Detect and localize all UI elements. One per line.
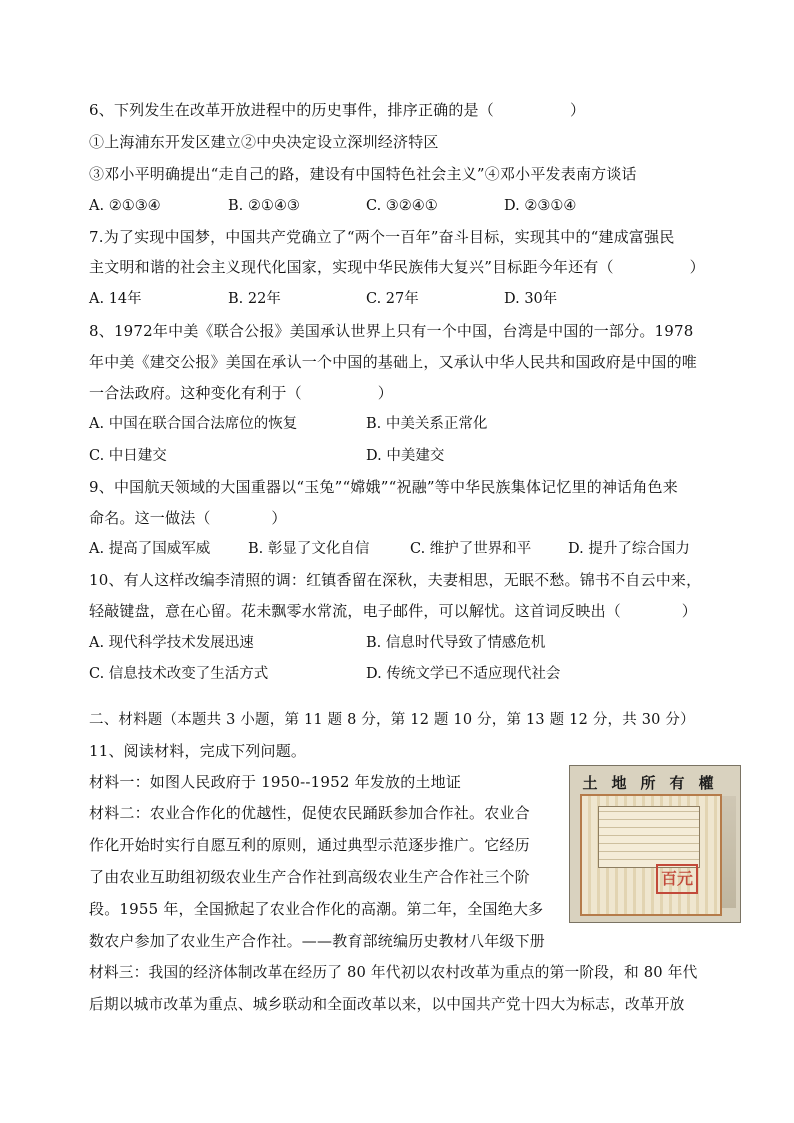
q6-items-1: ①上海浦东开发区建立②中央决定设立深圳经济特区 (89, 133, 439, 151)
q9-option-c: C. 维护了世界和平 (410, 541, 532, 557)
q7-option-a: A. 14年 (89, 291, 142, 307)
q10-option-c: C. 信息技术改变了生活方式 (89, 666, 269, 682)
q9-option-d: D. 提升了综合国力 (568, 541, 690, 557)
q6-option-b: B. ②①④③ (228, 198, 300, 214)
q8-option-c: C. 中日建交 (89, 448, 167, 464)
certificate-side-strip (722, 796, 736, 908)
material-1: 材料一：如图人民政府于 1950--1952 年发放的土地证 (89, 773, 462, 791)
q6-items-2: ③邓小平明确提出“走自己的路，建设有中国特色社会主义”④邓小平发表南方谈话 (89, 165, 637, 183)
q10-option-b: B. 信息时代导致了情感危机 (366, 635, 546, 651)
q7-option-d: D. 30年 (504, 291, 558, 307)
q7-option-b: B. 22年 (228, 291, 281, 307)
material-2-line-5: 数农户参加了农业生产合作社。——教育部统编历史教材八年级下册 (89, 932, 546, 950)
q6-option-a: A. ②①③④ (89, 198, 161, 214)
q8-option-b: B. 中美关系正常化 (366, 416, 488, 432)
material-3-line-1: 材料三：我国的经济体制改革在经历了 80 年代初以农村改革为重点的第一阶段，和 80 年代 (89, 964, 698, 981)
q10-line-1: 10、有人这样改编李清照的调：红镇香留在深秋，夫妻相思，无眠不愁。锦书不自云中来， (89, 571, 702, 589)
q7-option-c: C. 27年 (366, 291, 419, 307)
q10-option-a: A. 现代科学技术发展迅速 (89, 635, 254, 651)
certificate-stamp: 百元 (656, 864, 698, 894)
certificate-title: 土地所有權 (582, 774, 728, 792)
q8-line-1: 8、1972年中美《联合公报》美国承认世界上只有一个中国，台湾是中国的一部分。1978 (89, 322, 694, 340)
q7-line-1: 7.为了实现中国梦，中国共产党确立了“两个一百年”奋斗目标，实现其中的“建成富强民 (89, 228, 675, 246)
q8-option-d: D. 中美建交 (366, 448, 445, 464)
q7-line-2: 主文明和谐的社会主义现代化国家，实现中华民族伟大复兴”目标距今年还有（ ） (89, 258, 705, 276)
q9-option-b: B. 彰显了文化自信 (248, 541, 370, 557)
q6-stem: 6、下列发生在改革开放进程中的历史事件，排序正确的是（ ） (89, 101, 586, 119)
q8-line-2: 年中美《建交公报》美国在承认一个中国的基础上，又承认中华人民共和国政府是中国的唯 (89, 353, 698, 371)
q8-line-3: 一合法政府。这种变化有利于（ ） (89, 384, 394, 402)
material-3-line-2: 后期以城市改革为重点、城乡联动和全面改革以来，以中国共产党十四大为标志，改革开放 (89, 996, 685, 1013)
q10-line-2: 轻敲键盘，意在心留。花未飘零水常流，电子邮件，可以解忧。这首词反映出（ ） (89, 602, 698, 620)
q6-option-c: C. ③②④① (366, 198, 438, 214)
section-2-heading: 二、材料题（本题共 3 小题，第 11 题 8 分，第 12 题 10 分，第 13 题 12 分，共 30 分） (89, 712, 695, 728)
q10-option-d: D. 传统文学已不适应现代社会 (366, 666, 561, 682)
q6-option-d: D. ②③①④ (504, 198, 577, 214)
land-certificate-image (569, 765, 741, 923)
q11-title: 11、阅读材料，完成下列问题。 (89, 742, 307, 760)
material-2-line-2: 作化开始时实行自愿互利的原则，通过典型示范逐步推广。它经历 (89, 836, 530, 854)
material-2-line-4: 段。1955 年，全国掀起了农业合作化的高潮。第二年，全国绝大多 (89, 900, 544, 918)
q9-option-a: A. 提高了国威军威 (89, 541, 211, 557)
q9-line-1: 9、中国航天领域的大国重器以“玉兔”“嫦娥”“祝融”等中华民族集体记忆里的神话角色来 (89, 478, 678, 496)
q8-option-a: A. 中国在联合国合法席位的恢复 (89, 416, 298, 432)
material-2-line-1: 材料二：农业合作化的优越性，促使农民踊跃参加合作社。农业合 (89, 804, 530, 822)
q9-line-2: 命名。这一做法（ ） (89, 509, 287, 527)
material-2-line-3: 了由农业互助组初级农业生产合作社到高级农业生产合作社三个阶 (89, 868, 530, 886)
certificate-table (598, 806, 700, 868)
